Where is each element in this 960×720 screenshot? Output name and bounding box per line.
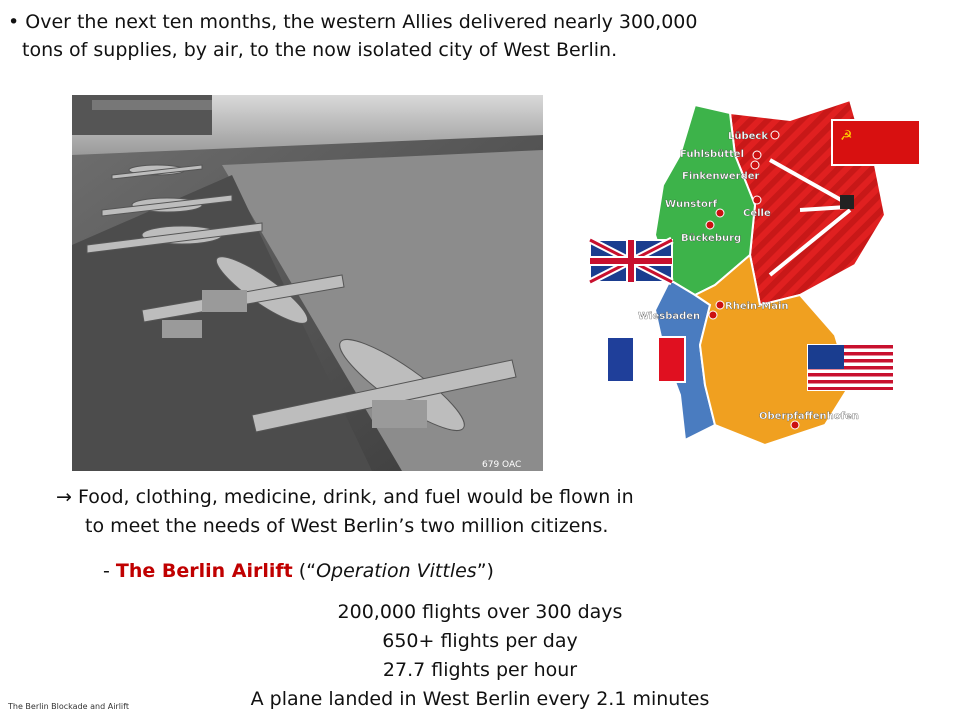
stat-line: 200,000 flights over 300 days xyxy=(337,601,623,623)
british-flag-icon xyxy=(590,240,672,282)
city-label: Lübeck xyxy=(728,131,769,142)
stat-line: A plane landed in West Berlin every 2.1 minutes xyxy=(250,688,710,710)
airlift-stats xyxy=(200,598,760,714)
occupation-zones-map xyxy=(585,95,925,455)
intro-text xyxy=(8,8,728,64)
intro-line-2: tons of supplies, by air, to the now isolated city of West Berlin. xyxy=(22,39,618,61)
operation-name: Operation Vittles xyxy=(316,560,477,582)
city-label: Fuhlsbüttel xyxy=(680,149,744,160)
airlift-name: The Berlin Airlift xyxy=(115,560,293,582)
city-label: Wiesbaden xyxy=(638,311,701,322)
airlift-open: (“ xyxy=(292,560,317,582)
city-label: Finkenwerder xyxy=(682,171,760,182)
svg-text:☭: ☭ xyxy=(840,128,853,144)
supplies-line-2: to meet the needs of West Berlin’s two million citizens. xyxy=(85,515,609,537)
french-flag-icon xyxy=(607,337,685,382)
city-label: Oberpfaffenhofen xyxy=(759,411,859,422)
footer-title: The Berlin Blockade and Airlift xyxy=(8,702,129,711)
city-label: Celle xyxy=(743,208,771,219)
soviet-flag-icon xyxy=(832,120,920,165)
american-flag-icon xyxy=(808,345,893,390)
airlift-heading xyxy=(103,557,494,585)
city-label: Bückeburg xyxy=(681,233,742,244)
right-arrow-icon: → xyxy=(56,486,72,508)
airlift-close: ”) xyxy=(476,560,494,582)
intro-line-1: • Over the next ten months, the western Allies delivered nearly 300,000 xyxy=(8,11,698,33)
city-label: Rhein-Main xyxy=(725,301,789,312)
airfield-photo xyxy=(72,95,543,471)
supplies-text xyxy=(56,483,634,541)
stat-line: 27.7 flights per hour xyxy=(382,659,578,681)
city-label: Wunstorf xyxy=(665,199,718,210)
stat-line: 650+ flights per day xyxy=(382,630,578,652)
supplies-line-1: Food, clothing, medicine, drink, and fuel would be flown in xyxy=(77,486,634,508)
photo-caption: 679 OAC xyxy=(482,460,522,470)
airlift-prefix: - xyxy=(103,560,116,582)
